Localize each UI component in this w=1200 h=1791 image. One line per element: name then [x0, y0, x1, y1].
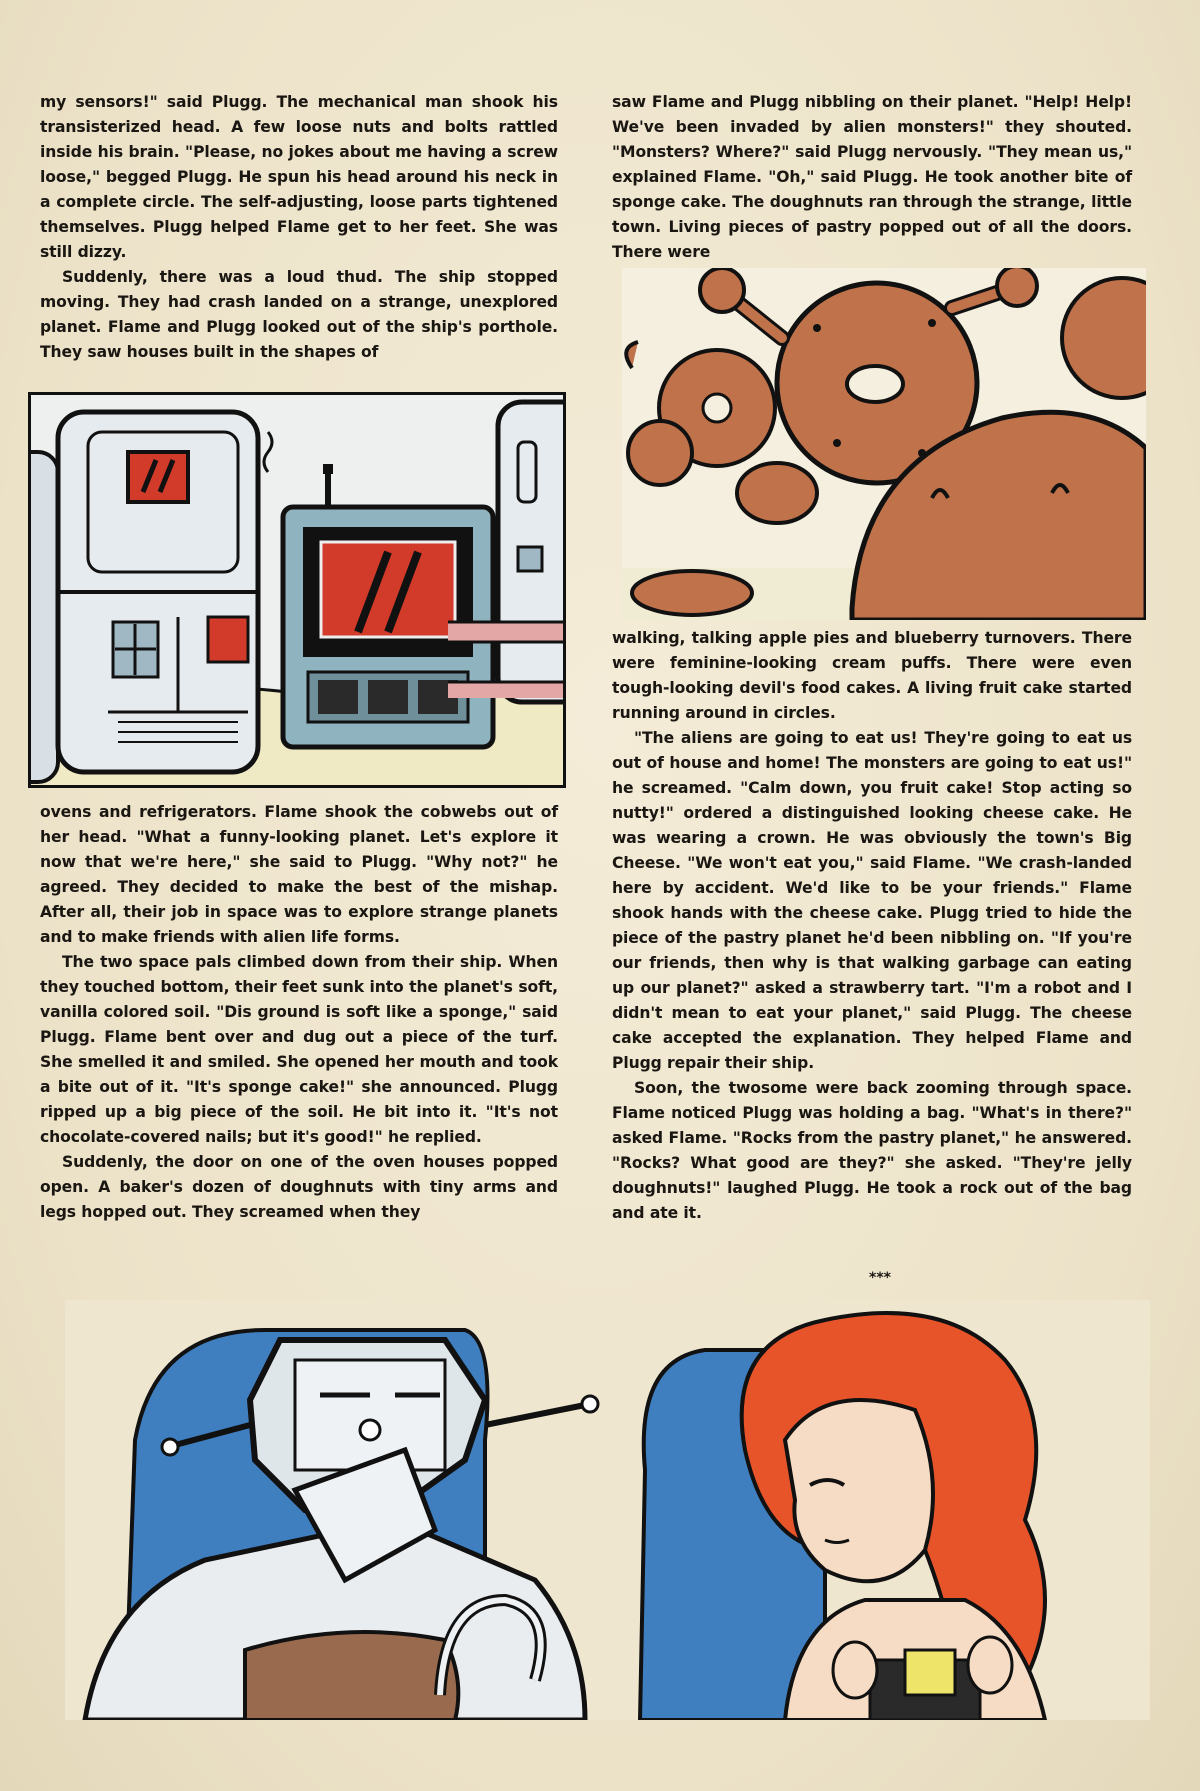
doughnut-creatures-illustration [622, 268, 1146, 620]
paragraph: Suddenly, the door on one of the oven houses popped open. A baker's dozen of doughnuts with tiny arms and legs hopped out. They screamed when they [40, 1153, 558, 1221]
right-text-block-2 [612, 626, 1132, 1226]
left-text-block-2 [40, 800, 558, 1225]
paragraph: Suddenly, there was a loud thud. The ship stopped moving. They had crash landed on a strange, unexplored planet. Flame and Plugg looked out of the ship's porthole. They saw houses built in the shapes of [40, 268, 558, 361]
right-text-block-1 [612, 90, 1132, 265]
plugg-and-flame-panel [65, 1300, 1150, 1720]
paragraph: "The aliens are going to eat us! They're going to eat us out of house and home! The monsters are going to eat us!" he screamed. "Calm down, you fruit cake! Stop acting so nutty!" ordered a distinguished looking cheese cake. He was wearing a crown. He was obviously the town's Big Cheese. "We won't eat you," said Flame. "We crash-landed here by accident. We'd like to be your friends." Flame shook hands with the cheese cake. Plugg tried to hide the piece of the pastry planet he'd been nibbling on. "If you're our friends, then why is that walking garbage can eating up our planet?" asked a strawberry tart. "I'm a robot and I didn't mean to eat your planet," said Plugg. The cheese cake accepted the explanation. They helped Flame and Plugg repair their ship. [612, 729, 1132, 1072]
left-text-block-1 [40, 90, 558, 365]
appliance-houses-panel [28, 392, 566, 788]
end-mark: *** [869, 1270, 891, 1286]
paragraph: Soon, the twosome were back zooming through space. Flame noticed Plugg was holding a bag. "What's in there?" asked Flame. "Rocks from the pastry planet," he answered. "Rocks? What good are they?" she asked. "They're jelly doughnuts!" laughed Plugg. He took a rock out of the bag and ate it. [612, 1079, 1132, 1222]
appliance-houses-illustration [28, 392, 566, 788]
paragraph: The two space pals climbed down from their ship. When they touched bottom, their feet sunk into the planet's soft, vanilla colored soil. "Dis ground is soft like a sponge," said Plugg. Flame bent over and dug out a piece of the turf. She smelled it and smiled. She opened her mouth and took a bite out of it. "It's sponge cake!" she announced. Plugg ripped up a big piece of the soil. He bit into it. "It's not chocolate-covered nails; but it's good!" he replied. [40, 953, 558, 1146]
paragraph: my sensors!" said Plugg. The mechanical man shook his transisterized head. A few loose nuts and bolts rattled inside his brain. "Please, no jokes about me having a screw loose," begged Plugg. He spun his head around his neck in a complete circle. The self-adjusting, loose parts tightened themselves. Plugg helped Flame get to her feet. She was still dizzy. [40, 93, 558, 261]
doughnuts-panel [622, 268, 1146, 620]
paragraph: ovens and refrigerators. Flame shook the cobwebs out of her head. "What a funny-looking planet. Let's explore it now that we're here," she said to Plugg. "Why not?" he agreed. They decided to make the best of the mishap. After all, their job in space was to explore strange planets and to make friends with alien life forms. [40, 803, 558, 946]
paragraph: saw Flame and Plugg nibbling on their planet. "Help! Help! We've been invaded by alien monsters!" they shouted. "Monsters? Where?" said Plugg nervously. "They mean us," explained Flame. "Oh," said Plugg. He took another bite of sponge cake. The doughnuts ran through the strange, little town. Living pieces of pastry popped out of all the doors. There were [612, 93, 1132, 261]
paragraph: walking, talking apple pies and blueberry turnovers. There were feminine-looking cream puffs. There were even tough-looking devil's food cakes. A living fruit cake started running around in circles. [612, 629, 1132, 722]
plugg-flame-illustration [65, 1300, 1150, 1720]
